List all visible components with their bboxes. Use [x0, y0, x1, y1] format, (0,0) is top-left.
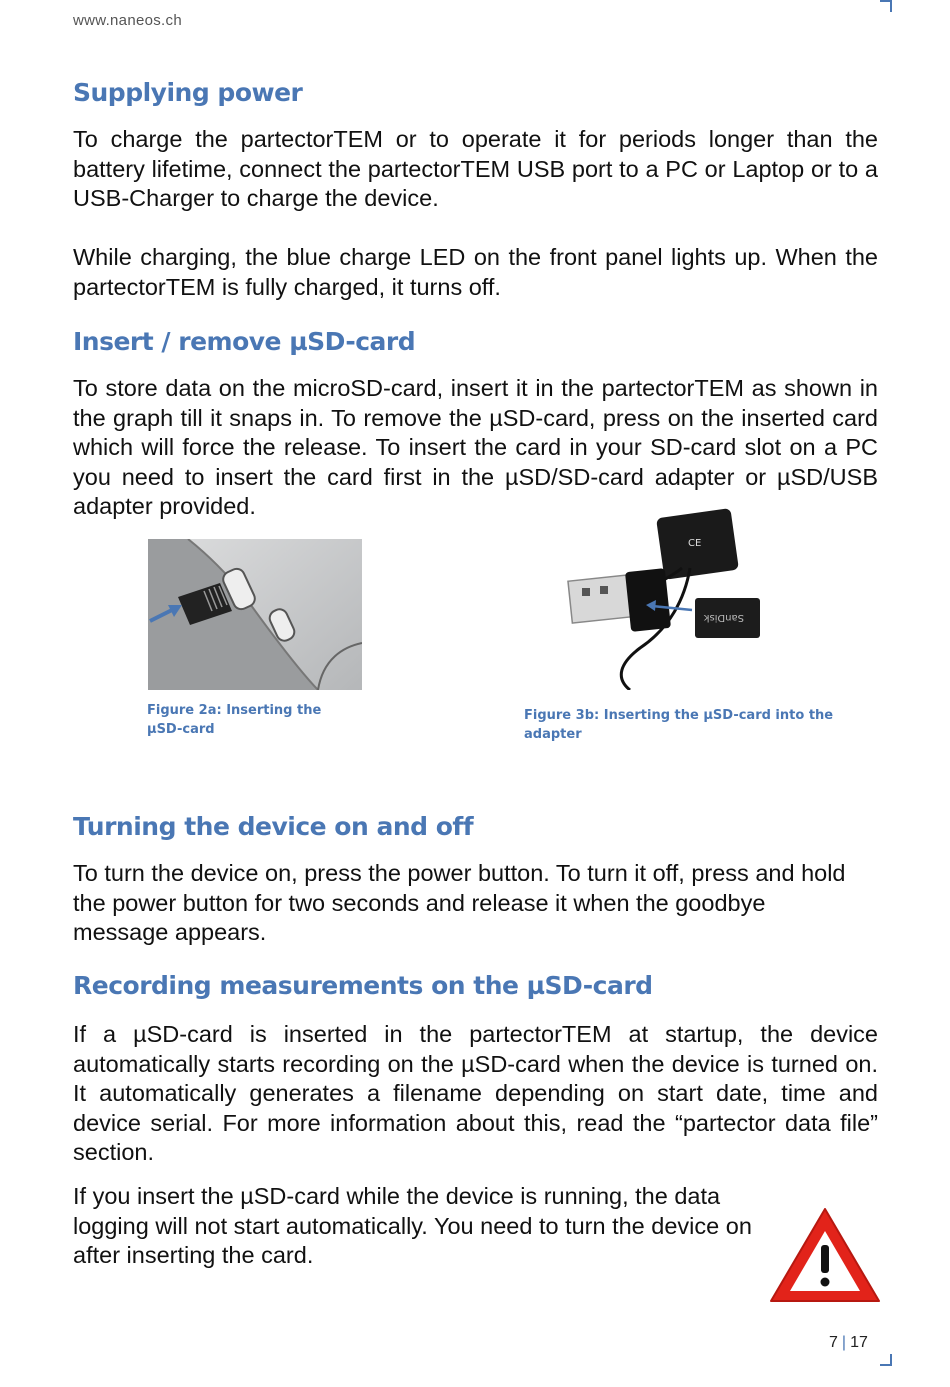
corner-mark-bottom [880, 1354, 892, 1366]
figure-3b-caption: Figure 3b: Inserting the µSD-card into the adapter [524, 708, 834, 742]
warning-icon [768, 1205, 883, 1305]
paragraph-power-2: While charging, the blue charge LED on the front panel lights up. When the partectorTEM is fully charged, it turns off. [73, 244, 878, 300]
corner-mark-top [880, 0, 892, 12]
heading-turning-on-off: Turning the device on and off [73, 812, 474, 841]
figure-2a-image [148, 539, 362, 690]
svg-text:CE: CE [688, 538, 702, 549]
paragraph-recording-2: If you insert the µSD-card while the device is running, the data logging will not start automatically. You need to turn the device on after inserting the card. [73, 1183, 752, 1268]
page-current: 7 [829, 1334, 838, 1351]
page-number [829, 1334, 868, 1352]
figure-2a-caption: Figure 2a: Inserting the µSD-card [147, 703, 322, 737]
figure-3b-image [560, 508, 765, 690]
paragraph-recording-1: If a µSD-card is inserted in the partectorTEM at startup, the device automatically starts recording on the µSD-card when the device is turned on. It automatically generates a filename depending on start date, time and device serial. For more information about this, read the “partector data file” section. [73, 1021, 878, 1165]
paragraph-power-1: To charge the partectorTEM or to operate it for periods longer than the battery lifetime, connect the partectorTEM USB port to a PC or Laptop or to a USB-Charger to charge the device. [73, 126, 878, 211]
svg-text:SanDisk: SanDisk [703, 612, 744, 623]
heading-insert-remove-sd: Insert / remove µSD-card [73, 327, 416, 356]
page-separator: | [841, 1334, 847, 1351]
paragraph-sdcard: To store data on the microSD-card, insert it in the partectorTEM as shown in the graph till it snaps in. To remove the µSD-card, press on the inserted card which will force the release. To insert the card in your SD-card slot on a PC you need to insert the card first in the µSD/SD-card adapter or µSD/USB adapter provided. [73, 375, 878, 519]
page-total: 17 [850, 1334, 868, 1351]
header-url: www.naneos.ch [73, 12, 182, 29]
heading-supplying-power: Supplying power [73, 78, 303, 107]
paragraph-onoff: To turn the device on, press the power button. To turn it off, press and hold the power button for two seconds and release it when the goodbye message appears. [73, 860, 846, 945]
heading-recording: Recording measurements on the µSD-card [73, 971, 653, 1000]
